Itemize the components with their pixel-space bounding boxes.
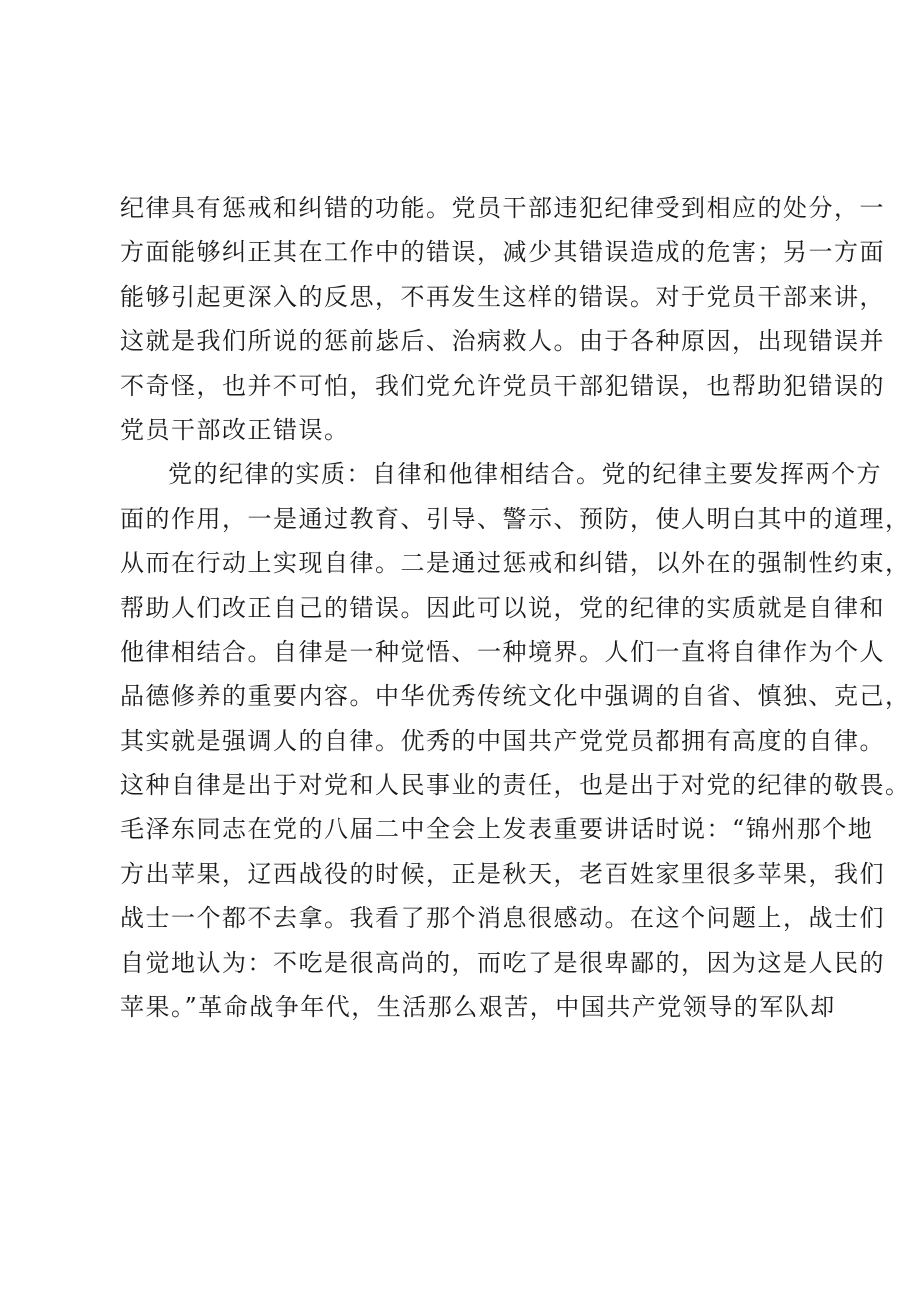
paragraph-2 [120, 452, 911, 1029]
text-line: 党员干部改正错误。 [120, 415, 350, 444]
text-line: 战士一个都不去拿。我看了那个消息很感动。在这个问题上，战士们 [120, 904, 885, 933]
text-line: 这就是我们所说的惩前毖后、治病救人。由于各种原因，出现错误并 [120, 327, 885, 356]
text-line: 他律相结合。自律是一种觉悟、一种境界。人们一直将自律作为个人 [120, 637, 885, 666]
text-line: 品德修养的重要内容。中华优秀传统文化中强调的自省、慎独、克己， [120, 682, 911, 711]
paragraph-1 [120, 186, 885, 452]
text-line: 能够引起更深入的反思，不再发生这样的错误。对于党员干部来讲， [120, 282, 885, 311]
text-line: 这种自律是出于对党和人民事业的责任，也是出于对党的纪律的敬畏。 [120, 771, 911, 800]
text-line: 苹果。”革命战争年代，生活那么艰苦，中国共产党领导的军队却 [120, 993, 836, 1022]
text-line: 自觉地认为：不吃是很高尚的，而吃了是很卑鄙的，因为这是人民的 [120, 948, 885, 977]
text-line: 毛泽东同志在党的八届二中全会上发表重要讲话时说：“锦州那个地 [120, 815, 874, 844]
text-line: 面的作用，一是通过教育、引导、警示、预防，使人明白其中的道理， [120, 504, 911, 533]
text-line: 方出苹果，辽西战役的时候，正是秋天，老百姓家里很多苹果，我们 [120, 859, 885, 888]
text-line: 方面能够纠正其在工作中的错误，减少其错误造成的危害；另一方面 [120, 238, 885, 267]
text-line: 不奇怪，也并不可怕，我们党允许党员干部犯错误，也帮助犯错误的 [120, 371, 885, 400]
body-text [120, 186, 911, 1029]
text-line: 从而在行动上实现自律。二是通过惩戒和纠错，以外在的强制性约束， [120, 549, 911, 578]
text-line: 纪律具有惩戒和纠错的功能。党员干部违犯纪律受到相应的处分，一 [120, 194, 885, 222]
text-line: 党的纪律的实质：自律和他律相结合。党的纪律主要发挥两个方 [168, 460, 882, 489]
text-line: 其实就是强调人的自律。优秀的中国共产党党员都拥有高度的自律。 [120, 726, 885, 755]
text-line: 帮助人们改正自己的错误。因此可以说，党的纪律的实质就是自律和 [120, 593, 885, 622]
